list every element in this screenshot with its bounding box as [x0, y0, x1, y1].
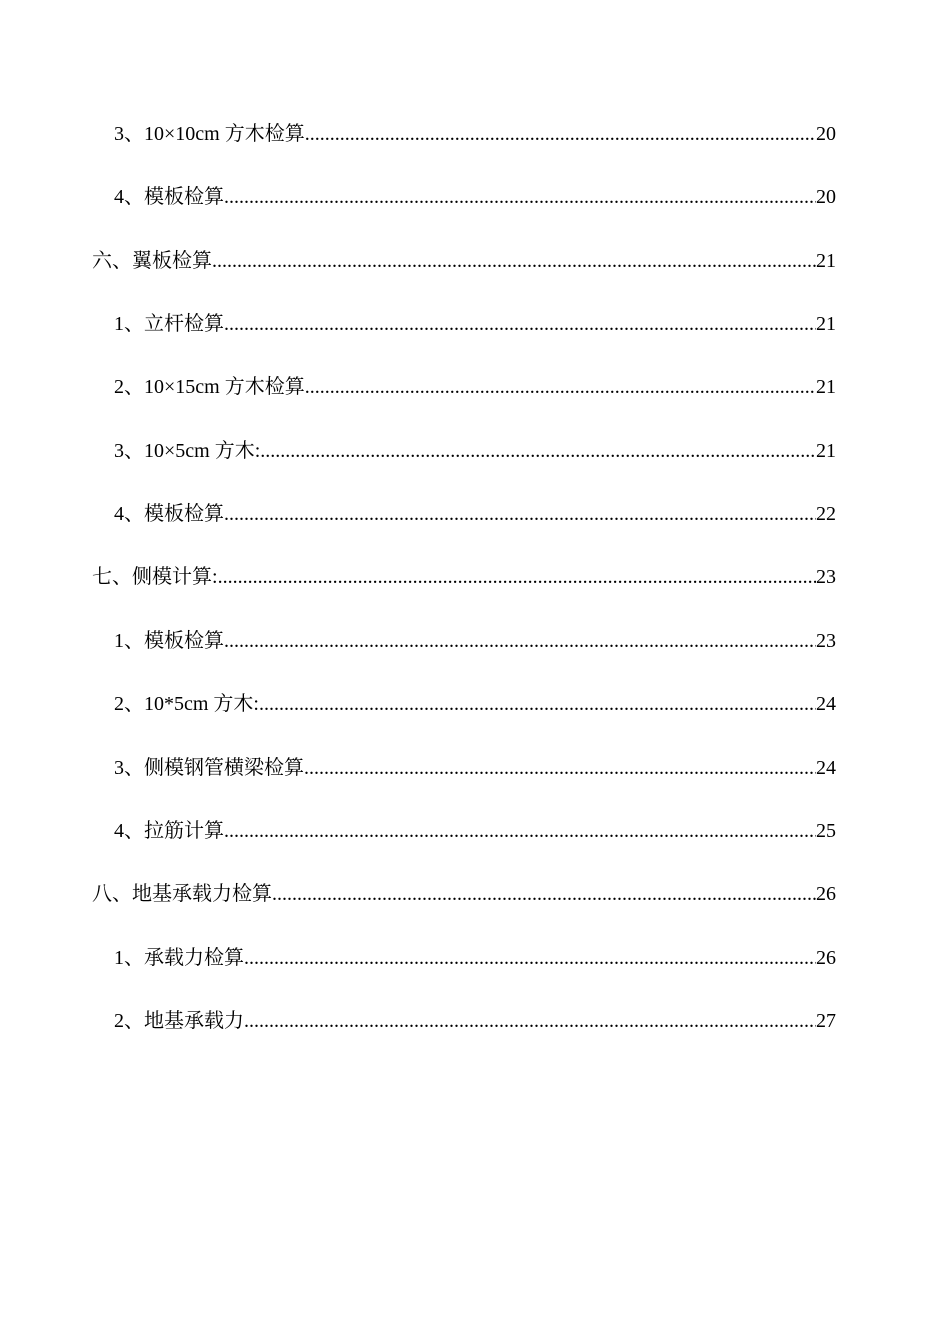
toc-entry-page: 26	[816, 883, 836, 905]
toc-entry-title: 3、10×10cm 方木检算	[114, 123, 305, 145]
toc-leader-dots	[224, 627, 816, 655]
toc-entry-title: 六、翼板检算	[92, 250, 212, 272]
toc-entry[interactable]	[92, 563, 836, 591]
toc-leader-dots	[218, 563, 816, 591]
toc-entry[interactable]	[114, 944, 836, 972]
toc-leader-dots	[305, 120, 816, 148]
toc-entry[interactable]	[114, 120, 836, 148]
toc-entry-page: 23	[816, 566, 836, 588]
toc-entry-title: 1、模板检算	[114, 630, 224, 652]
toc-entry-title: 4、拉筋计算	[114, 820, 224, 842]
toc-entry[interactable]	[114, 373, 836, 401]
toc-entry[interactable]	[114, 310, 836, 338]
toc-entry-page: 21	[816, 313, 836, 335]
toc-entry-page: 22	[816, 503, 836, 525]
toc-entry[interactable]	[114, 500, 836, 528]
toc-leader-dots	[224, 183, 816, 211]
toc-entry-page: 21	[816, 376, 836, 398]
toc-entry[interactable]	[114, 754, 836, 782]
toc-entry-title: 1、承载力检算	[114, 947, 244, 969]
toc-entry-title: 七、侧模计算:	[92, 566, 218, 588]
toc-entry-page: 27	[816, 1010, 836, 1032]
toc-leader-dots	[244, 944, 816, 972]
toc-entry-title: 3、侧模钢管横梁检算	[114, 757, 304, 779]
toc-entry-title: 2、10×15cm 方木检算	[114, 376, 305, 398]
toc-leader-dots	[259, 690, 816, 718]
toc-entry[interactable]	[114, 1007, 836, 1035]
toc-entry[interactable]	[92, 880, 836, 908]
toc-entry-page: 20	[816, 186, 836, 208]
toc-entry-page: 21	[816, 250, 836, 272]
toc-leader-dots	[224, 500, 816, 528]
toc-leader-dots	[305, 373, 816, 401]
toc-entry[interactable]	[92, 247, 836, 275]
toc-entry-page: 24	[816, 757, 836, 779]
toc-entry-page: 21	[816, 440, 836, 462]
toc-leader-dots	[304, 754, 816, 782]
toc-entry[interactable]	[114, 817, 836, 845]
toc-leader-dots	[244, 1007, 816, 1035]
toc-entry-title: 3、10×5cm 方木:	[114, 440, 261, 462]
toc-entry-title: 2、10*5cm 方木:	[114, 693, 259, 715]
toc-leader-dots	[272, 880, 816, 908]
toc-entry[interactable]	[114, 183, 836, 211]
toc-entry-title: 4、模板检算	[114, 503, 224, 525]
toc-entry-page: 24	[816, 693, 836, 715]
toc-entry-title: 4、模板检算	[114, 186, 224, 208]
toc-entry[interactable]	[114, 690, 836, 718]
toc-leader-dots	[224, 310, 816, 338]
toc-leader-dots	[212, 247, 816, 275]
toc-entry-page: 20	[816, 123, 836, 145]
toc-entry-title: 八、地基承载力检算	[92, 883, 272, 905]
toc-entry[interactable]	[114, 437, 836, 465]
toc-entry-title: 1、立杆检算	[114, 313, 224, 335]
toc-entry-page: 23	[816, 630, 836, 652]
toc-entry-title: 2、地基承载力	[114, 1010, 244, 1032]
toc-entry[interactable]	[114, 627, 836, 655]
toc-entry-page: 25	[816, 820, 836, 842]
toc-leader-dots	[224, 817, 816, 845]
toc-entry-page: 26	[816, 947, 836, 969]
toc-leader-dots	[260, 437, 816, 465]
